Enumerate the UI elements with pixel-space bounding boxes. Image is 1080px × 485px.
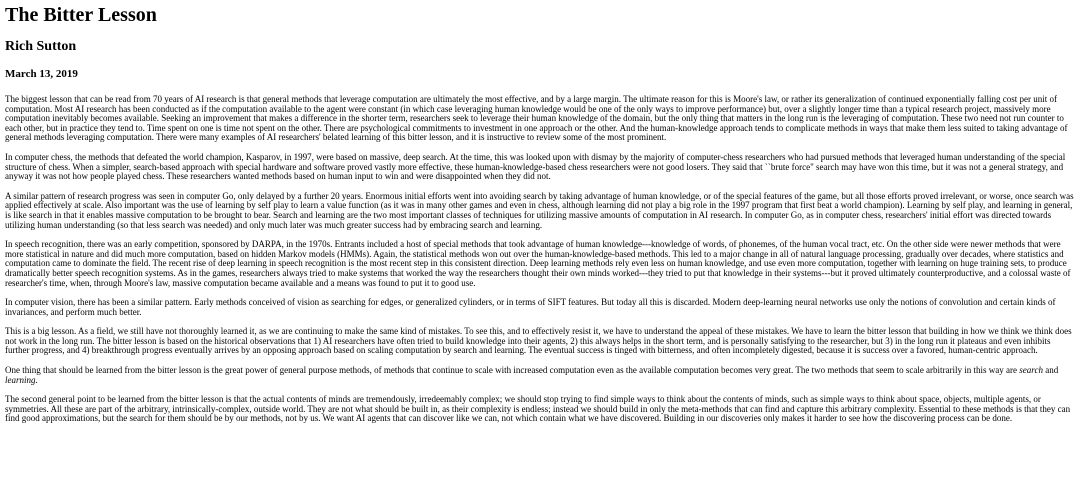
paragraph <box>5 366 1074 385</box>
publication-date: March 13, 2019 <box>5 68 78 80</box>
page-title: The Bitter Lesson <box>5 4 157 26</box>
paragraph-text: . <box>35 374 38 385</box>
paragraph <box>5 298 1074 317</box>
paragraph <box>5 153 1074 182</box>
paragraph-text: In speech recognition, there was an early competition, sponsored by DARPA, in the 1970s. Entrants included a host of special methods that took advantage of human knowledge---knowledge of words, of phonemes, of the human vocal tract, etc. On the other side were newer methods that were more statistical in nature and did much more computation, based on hidden Markov models (HMMs). Again, the statistical methods won out over the human-knowledge-based methods. This led to a major change in all of natural language processing, gradually over decades, where statistics and computation came to dominate the field. The recent rise of deep learning in speech recognition is the most recent step in this consistent direction. Deep learning methods rely even less on human knowledge, and use even more computation, together with learning on huge training sets, to produce dramatically better speech recognition systems. As in the games, researchers always tried to make systems that worked the way the researchers thought their own minds worked---they tried to put that knowledge in their systems---but it proved ultimately counterproductive, and a colossal waste of researcher's time, when, through Moore's law, massive computation became available and a means was found to put it to good use. <box>5 239 1071 288</box>
paragraph <box>5 240 1074 288</box>
paragraph-text: The biggest lesson that can be read from 70 years of AI research is that general methods that leverage computation are ultimately the most effective, and by a large margin. The ultimate reason for this is Moore's law, or rather its generalization of continued exponentially falling cost per unit of computation. Most AI research has been conducted as if the computation available to the agent were constant (in which case leveraging human knowledge would be one of the only ways to improve performance) but, over a slightly longer time than a typical research project, massively more computation inevitably becomes available. Seeking an improvement that makes a difference in the shorter term, researchers seek to leverage their human knowledge of the domain, but the only thing that matters in the long run is the leveraging of computation. These two need not run counter to each other, but in practice they tend to. Time spent on one is time not spent on the other. There are psychological commitments to investment in one approach or the other. And the human-knowledge approach tends to complicate methods in ways that make them less suited to taking advantage of general methods leveraging computation. There were many examples of AI researchers' belated learning of this bitter lesson, and it is instructive to review some of the most prominent. <box>5 94 1068 143</box>
paragraph-text: This is a big lesson. As a field, we still have not thoroughly learned it, as we are continuing to make the same kind of mistakes. To see this, and to effectively resist it, we have to understand the appeal of these mistakes. We have to learn the bitter lesson that building in how we think we think does not work in the long run. The bitter lesson is based on the historical observations that 1) AI researchers have often tried to build knowledge into their agents, 2) this always helps in the short term, and is personally satisfying to the researcher, but 3) in the long run it plateaus and even inhibits further progress, and 4) breakthrough progress eventually arrives by an opposing approach based on scaling computation by search and learning. The eventual success is tinged with bitterness, and often incompletely digested, because it is success over a favored, human-centric approach. <box>5 326 1072 356</box>
paragraph-text: In computer vision, there has been a similar pattern. Early methods conceived of vision as searching for edges, or generalized cylinders, or in terms of SIFT features. But today all this is discarded. Modern deep-learning neural networks use only the notions of convolution and certain kinds of invariances, and perform much better. <box>5 297 1056 317</box>
paragraph-italic-text: learning <box>5 374 36 385</box>
paragraph-text: The second general point to be learned from the bitter lesson is that the actual contents of minds are tremendously, irredeemably complex; we should stop trying to find simple ways to think about the contents of minds, such as simple ways to think about space, objects, multiple agents, or symmetries. All these are part of the arbitrary, intrinsically-complex, outside world. They are not what should be built in, as their complexity is endless; instead we should build in only the meta-methods that can find and capture this arbitrary complexity. Essential to these methods is that they can find good approximations, but the search for them should be by our methods, not by us. We want AI agents that can discover like we can, not which contain what we have discovered. Building in our discoveries only makes it harder to see how the discovering process can be done. <box>5 394 1071 424</box>
paragraph-text: One thing that should be learned from the bitter lesson is the great power of general purpose methods, of methods that continue to scale with increased computation even as the available computation becomes very great. The two methods that seem to scale arbitrarily in this way are <box>5 365 1020 376</box>
paragraph <box>5 95 1074 143</box>
paragraph <box>5 395 1074 424</box>
paragraph-text: A similar pattern of research progress was seen in computer Go, only delayed by a further 20 years. Enormous initial efforts went into avoiding search by taking advantage of human knowledge, or of the special features of the game, but all those efforts proved irrelevant, or worse, once search was applied effectively at scale. Also important was the use of learning by self play to learn a value function (as it was in many other games and even in chess, although learning did not play a big role in the 1997 program that first beat a world champion). Learning by self play, and learning in general, is like search in that it enables massive computation to be brought to bear. Search and learning are the two most important classes of techniques for utilizing massive amounts of computation in AI research. In computer Go, as in computer chess, researchers' initial effort was directed towards utilizing human understanding (so that less search was needed) and only much later was much greater success had by embracing search and learning. <box>5 190 1074 230</box>
article-body <box>5 95 1074 424</box>
paragraph <box>5 327 1074 356</box>
author-name: Rich Sutton <box>5 39 77 54</box>
document-header <box>5 4 1074 80</box>
paragraph-text: and <box>1042 365 1059 376</box>
paragraph-text: In computer chess, the methods that defeated the world champion, Kasparov, in 1997, were based on massive, deep search. At the time, this was looked upon with dismay by the majority of computer-chess researchers who had pursued methods that leveraged human understanding of the special structure of chess. When a simpler, search-based approach with special hardware and software proved vastly more effective, these human-knowledge-based chess researchers were not good losers. They said that ``brute force" search may have won this time, but it was not a general strategy, and anyway it was not how people played chess. These researchers wanted methods based on human input to win and were disappointed when they did not. <box>5 151 1066 182</box>
paragraph <box>5 192 1074 230</box>
paragraph-italic-text: search <box>1019 365 1043 376</box>
